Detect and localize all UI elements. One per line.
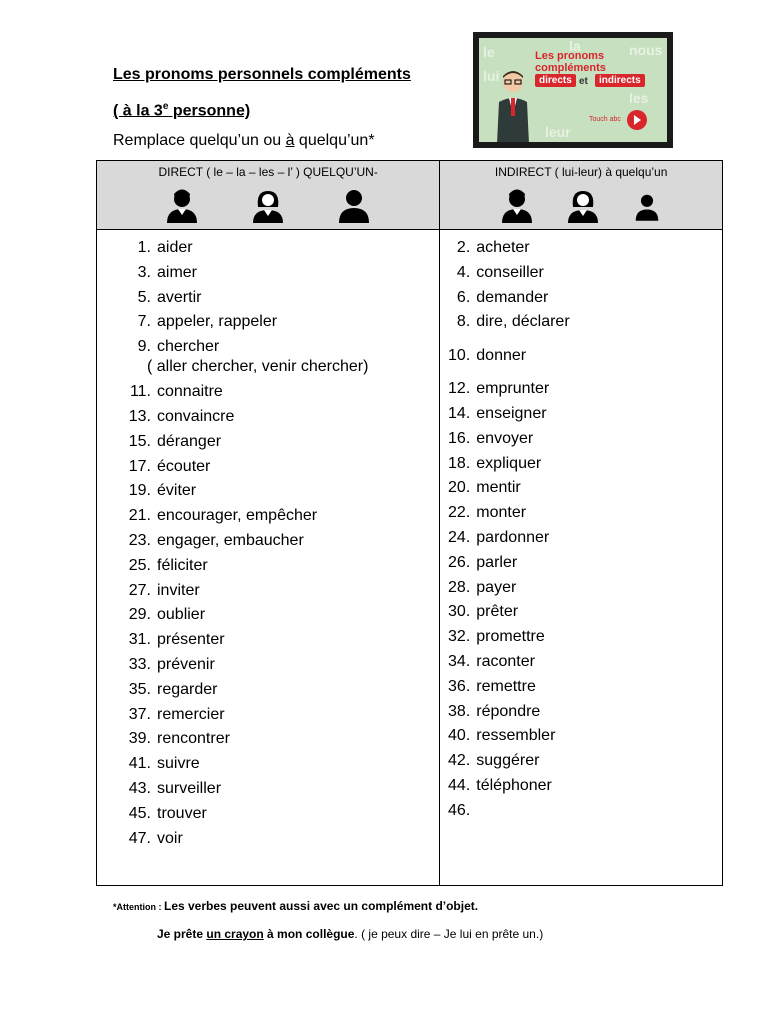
item-verb: acheter bbox=[476, 239, 530, 256]
list-item bbox=[440, 675, 722, 700]
item-number: 27. bbox=[128, 581, 151, 599]
item-number: 22. bbox=[448, 504, 471, 522]
item-verb: inviter bbox=[157, 581, 200, 599]
list-item bbox=[440, 650, 722, 675]
item-verb: déranger bbox=[157, 432, 222, 450]
item-number: 43. bbox=[128, 779, 151, 797]
item-verb: enseigner bbox=[476, 404, 547, 422]
item-number: 14. bbox=[448, 404, 471, 422]
subtitle-text: ( à la 3 bbox=[113, 102, 163, 120]
example-pre: Je prête bbox=[157, 927, 207, 941]
watermark-text: le bbox=[483, 44, 495, 60]
item-number: 33. bbox=[128, 655, 151, 673]
list-item bbox=[440, 625, 722, 650]
watermark-text: leur bbox=[545, 124, 571, 140]
woman-person-icon bbox=[568, 189, 598, 223]
list-item bbox=[97, 554, 439, 579]
item-number: 18. bbox=[448, 454, 471, 472]
item-number: 40. bbox=[448, 727, 471, 745]
item-number: 44. bbox=[448, 776, 471, 794]
item-verb: suivre bbox=[157, 755, 200, 773]
list-item bbox=[440, 377, 722, 402]
list-item bbox=[97, 603, 439, 628]
thumbnail-et: et bbox=[579, 76, 588, 87]
indirect-header-label: INDIRECT ( lui-leur) à quelqu’un bbox=[494, 165, 668, 179]
item-verb: mentir bbox=[476, 479, 521, 497]
list-item bbox=[440, 526, 722, 551]
example-sentence bbox=[157, 927, 543, 941]
list-item bbox=[97, 678, 439, 703]
item-verb: prêter bbox=[476, 603, 519, 621]
subtitle-text-end: personne) bbox=[168, 102, 251, 120]
item-verb: conseiller bbox=[476, 263, 544, 281]
item-verb: donner bbox=[476, 347, 527, 365]
item-verb: pardonner bbox=[476, 528, 550, 546]
item-verb: demander bbox=[476, 288, 549, 306]
direct-header-label: DIRECT ( le – la – les – l’ ) QUELQU’UN- bbox=[158, 165, 378, 179]
list-item bbox=[440, 236, 722, 261]
list-item bbox=[97, 337, 439, 377]
item-number: 32. bbox=[448, 628, 471, 646]
item-number: 37. bbox=[128, 705, 151, 723]
item-verb: parler bbox=[476, 553, 518, 571]
item-verb: téléphoner bbox=[476, 776, 552, 794]
list-item bbox=[440, 749, 722, 774]
example-post: à mon collègue bbox=[263, 927, 355, 941]
item-verb: aimer bbox=[157, 263, 198, 281]
item-number: 16. bbox=[448, 429, 471, 447]
item-number: 38. bbox=[448, 702, 471, 720]
list-item bbox=[97, 430, 439, 455]
item-number: 45. bbox=[128, 804, 151, 822]
item-verb: appeler, rappeler bbox=[157, 313, 278, 331]
item-number: 31. bbox=[128, 631, 151, 649]
item-number: 6. bbox=[456, 288, 471, 306]
note-label: *Attention : bbox=[113, 902, 164, 912]
list-item bbox=[97, 286, 439, 311]
item-verb: regarder bbox=[157, 680, 218, 698]
man-person-icon bbox=[502, 189, 532, 223]
list-item bbox=[440, 335, 722, 377]
watermark-text: lui bbox=[483, 68, 500, 84]
indirect-verb-list bbox=[440, 230, 722, 858]
item-number: 1. bbox=[137, 239, 151, 256]
instruction bbox=[113, 130, 411, 152]
item-verb: oublier bbox=[157, 606, 206, 624]
item-verb: voir bbox=[157, 829, 183, 847]
thumbnail-pill-indirects: indirects bbox=[595, 74, 645, 87]
list-item bbox=[97, 802, 439, 827]
item-verb: rencontrer bbox=[157, 730, 230, 748]
item-number: 47. bbox=[128, 829, 151, 847]
video-thumbnail[interactable] bbox=[473, 32, 673, 148]
item-number: 13. bbox=[128, 407, 151, 425]
list-item bbox=[97, 310, 439, 335]
list-item bbox=[97, 628, 439, 653]
thumbnail-pill-directs: directs bbox=[535, 74, 576, 87]
item-number: 29. bbox=[128, 606, 151, 624]
item-number: 2. bbox=[456, 239, 471, 256]
item-verb: raconter bbox=[476, 652, 535, 670]
subtitle-superscript: e bbox=[162, 101, 169, 112]
item-number: 19. bbox=[128, 482, 151, 500]
item-number: 3. bbox=[137, 263, 151, 281]
item-verb: éviter bbox=[157, 482, 197, 500]
list-item bbox=[97, 504, 439, 529]
list-item bbox=[440, 600, 722, 625]
list-item bbox=[440, 402, 722, 427]
item-verb: prévenir bbox=[157, 655, 215, 673]
list-item bbox=[440, 310, 722, 335]
list-item bbox=[440, 286, 722, 311]
item-number: 30. bbox=[448, 603, 471, 621]
table-body-row bbox=[97, 230, 723, 886]
watermark-text: la bbox=[569, 38, 581, 54]
item-number: 41. bbox=[128, 755, 151, 773]
item-number: 34. bbox=[448, 652, 471, 670]
attention-note bbox=[113, 899, 478, 913]
example-underlined: un crayon bbox=[206, 927, 264, 941]
item-number: 21. bbox=[128, 507, 151, 525]
list-item bbox=[440, 551, 722, 576]
list-item bbox=[97, 827, 439, 852]
item-number: 7. bbox=[137, 313, 151, 331]
watermark-text: nous bbox=[629, 42, 663, 58]
item-number: 4. bbox=[456, 263, 471, 281]
list-item bbox=[440, 724, 722, 749]
item-verb: remettre bbox=[476, 677, 536, 695]
list-item bbox=[97, 653, 439, 678]
item-verb: expliquer bbox=[476, 454, 542, 472]
list-item bbox=[440, 261, 722, 286]
item-number: 39. bbox=[128, 730, 151, 748]
thumbnail-background bbox=[479, 38, 667, 142]
list-item bbox=[440, 427, 722, 452]
item-verb: présenter bbox=[157, 631, 225, 649]
item-number: 17. bbox=[128, 457, 151, 475]
verbs-table bbox=[96, 160, 723, 886]
item-verb: remercier bbox=[157, 705, 225, 723]
direct-person-icons bbox=[97, 189, 439, 223]
list-item bbox=[440, 501, 722, 526]
page-title: Les pronoms personnels compléments bbox=[113, 66, 411, 83]
example-paren: ( je peux dire – Je lui en prête un.) bbox=[357, 927, 544, 941]
list-item bbox=[97, 479, 439, 504]
item-verb: écouter bbox=[157, 457, 211, 475]
list-item bbox=[97, 777, 439, 802]
watermark-text: les bbox=[629, 90, 649, 106]
item-number: 36. bbox=[448, 677, 471, 695]
item-number: 10. bbox=[448, 347, 471, 365]
list-item bbox=[97, 236, 439, 261]
list-item bbox=[440, 799, 722, 824]
item-number: 24. bbox=[448, 528, 471, 546]
item-number: 9. bbox=[137, 338, 151, 356]
item-subtext: ( aller chercher, venir chercher) bbox=[147, 358, 369, 376]
list-item bbox=[97, 703, 439, 728]
item-number: 15. bbox=[128, 432, 151, 450]
direct-verb-list bbox=[97, 230, 439, 885]
list-item bbox=[97, 727, 439, 752]
person-icon bbox=[634, 189, 660, 223]
list-item bbox=[97, 261, 439, 286]
item-number: 23. bbox=[128, 531, 151, 549]
page-subtitle bbox=[113, 96, 411, 122]
youtube-play-icon[interactable] bbox=[627, 110, 647, 130]
indirect-header-cell bbox=[440, 161, 723, 230]
list-item bbox=[97, 579, 439, 604]
man-person-icon bbox=[167, 189, 197, 223]
list-item bbox=[440, 576, 722, 601]
item-verb: payer bbox=[476, 578, 517, 596]
item-verb: suggérer bbox=[476, 752, 540, 770]
list-item bbox=[440, 774, 722, 799]
item-number: 12. bbox=[448, 380, 471, 398]
instruction-text: Remplace quelqu’un ou bbox=[113, 132, 286, 150]
item-verb: avertir bbox=[157, 288, 202, 306]
item-verb: encourager, empêcher bbox=[157, 507, 318, 525]
item-verb: féliciter bbox=[157, 556, 208, 574]
example-dot: . bbox=[354, 927, 358, 941]
item-verb: envoyer bbox=[476, 429, 534, 447]
list-item bbox=[440, 452, 722, 477]
instruction-underlined-a: à bbox=[285, 132, 295, 150]
table-header-row bbox=[97, 161, 723, 230]
indirect-column bbox=[440, 230, 723, 886]
item-number: 20. bbox=[448, 479, 471, 497]
title-block bbox=[113, 64, 411, 152]
thumbnail-title: Les pronoms compléments bbox=[535, 50, 606, 74]
item-number: 26. bbox=[448, 553, 471, 571]
item-number: 42. bbox=[448, 752, 471, 770]
item-verb: répondre bbox=[476, 702, 541, 720]
item-number: 46. bbox=[448, 801, 471, 819]
item-verb: engager, embaucher bbox=[157, 531, 304, 549]
direct-column bbox=[97, 230, 440, 886]
indirect-person-icons bbox=[440, 189, 722, 223]
woman-person-icon bbox=[253, 189, 283, 223]
list-item bbox=[440, 476, 722, 501]
list-item bbox=[97, 380, 439, 405]
item-number: 11. bbox=[129, 383, 151, 401]
item-verb: promettre bbox=[476, 628, 545, 646]
list-item bbox=[97, 455, 439, 480]
item-number: 8. bbox=[456, 313, 471, 331]
list-item bbox=[97, 405, 439, 430]
item-verb: surveiller bbox=[157, 779, 222, 797]
item-verb: connaitre bbox=[157, 383, 223, 401]
item-number: 28. bbox=[448, 578, 471, 596]
item-number: 25. bbox=[128, 556, 151, 574]
list-item bbox=[97, 529, 439, 554]
person-icon bbox=[339, 189, 369, 223]
list-item bbox=[440, 700, 722, 725]
item-verb: ressembler bbox=[476, 727, 556, 745]
thumbnail-caption: Touch abc bbox=[589, 116, 621, 123]
item-number: 35. bbox=[128, 680, 151, 698]
note-text: Les verbes peuvent aussi avec un complément d’objet. bbox=[164, 899, 479, 913]
direct-header-cell bbox=[97, 161, 440, 230]
item-verb: monter bbox=[476, 504, 527, 522]
item-verb: convaincre bbox=[157, 407, 235, 425]
item-verb: dire, déclarer bbox=[476, 313, 570, 331]
item-verb: trouver bbox=[157, 804, 207, 822]
item-verb: emprunter bbox=[476, 380, 550, 398]
teacher-illustration bbox=[491, 68, 535, 142]
item-number: 5. bbox=[137, 288, 151, 306]
item-verb: aider bbox=[157, 239, 193, 256]
instruction-text-end: quelqu’un* bbox=[294, 132, 375, 150]
item-verb: chercher bbox=[157, 338, 220, 356]
list-item bbox=[97, 752, 439, 777]
